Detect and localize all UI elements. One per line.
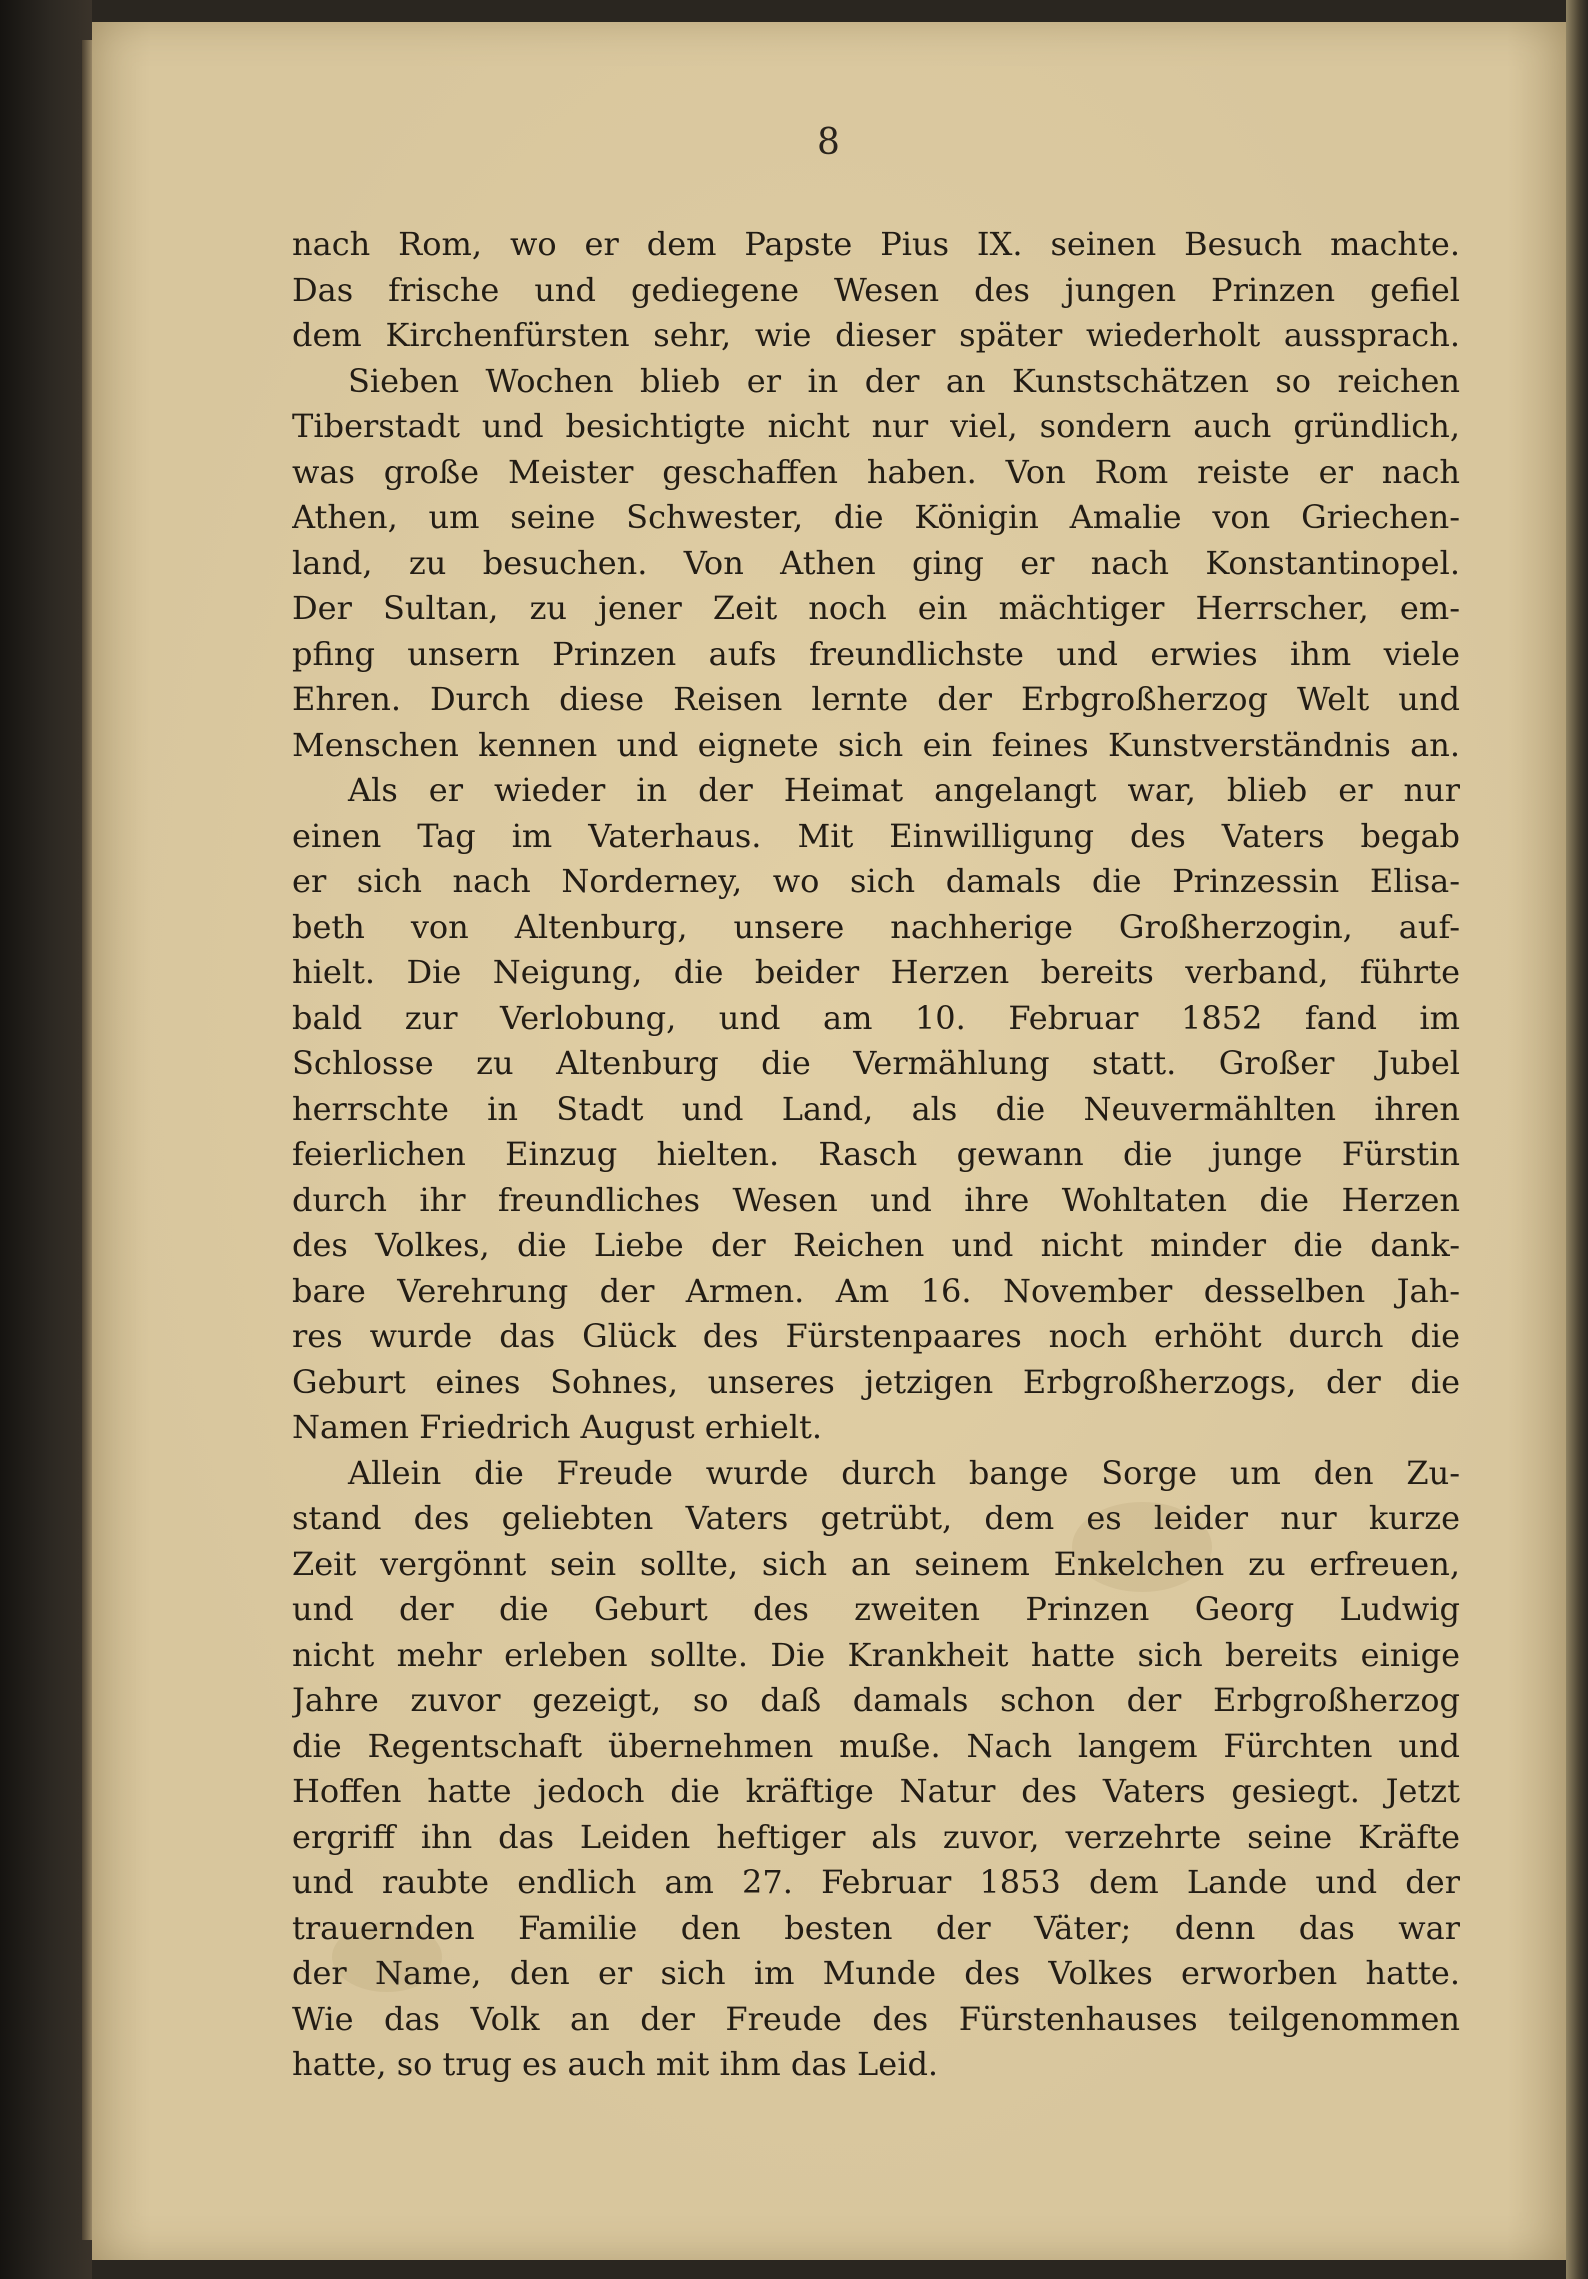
text-line: land, zu besuchen. Von Athen ging er nach Konstantinopel.	[292, 543, 1460, 582]
paragraph	[292, 1451, 1460, 2088]
text-line: die Regentschaft übernehmen muße. Nach langem Fürchten und	[292, 1726, 1460, 1765]
text-line: dem Kirchenfürsten sehr, wie dieser später wiederholt aussprach.	[292, 316, 1460, 354]
paragraph	[292, 359, 1460, 769]
text-line: bare Verehrung der Armen. Am 16. November desselben Jah-	[292, 1271, 1460, 1310]
text-line: Zeit vergönnt sein sollte, sich an seinem Enkelchen zu erfreuen,	[292, 1544, 1460, 1583]
text-line: er sich nach Norderney, wo sich damals die Prinzessin Elisa-	[292, 862, 1460, 900]
text-line: Ehren. Durch diese Reisen lernte der Erbgroßherzog Welt und	[292, 680, 1460, 718]
page-edge	[1566, 0, 1588, 2279]
text-line: der Name, den er sich im Munde des Volkes erworben hatte.	[292, 1954, 1460, 1992]
text-line: bald zur Verlobung, und am 10. Februar 1852 fand im	[292, 998, 1460, 1037]
text-line: Athen, um seine Schwester, die Königin Amalie von Griechen-	[292, 498, 1460, 536]
text-line: stand des geliebten Vaters getrübt, dem es leider nur kurze	[292, 1499, 1460, 1537]
text-line: durch ihr freundliches Wesen und ihre Wohltaten die Herzen	[292, 1180, 1460, 1219]
text-line: Hoffen hatte jedoch die kräftige Natur des Vaters gesiegt. Jetzt	[292, 1772, 1460, 1810]
text-line: Schlosse zu Altenburg die Vermählung statt. Großer Jubel	[292, 1044, 1460, 1082]
text-line: hielt. Die Neigung, die beider Herzen bereits verband, führte	[292, 953, 1460, 991]
text-line: feierlichen Einzug hielten. Rasch gewann die junge Fürstin	[292, 1135, 1460, 1173]
paragraph	[292, 222, 1460, 359]
paragraph	[292, 768, 1460, 1451]
text-line: res wurde das Glück des Fürstenpaares noch erhöht durch die	[292, 1317, 1460, 1355]
text-line: beth von Altenburg, unsere nachherige Großherzogin, auf-	[292, 907, 1460, 946]
text-line: des Volkes, die Liebe der Reichen und nicht minder die dank-	[292, 1226, 1460, 1264]
text-line: Tiberstadt und besichtigte nicht nur viel, sondern auch gründlich,	[292, 407, 1460, 445]
text-line: Der Sultan, zu jener Zeit noch ein mächtiger Herrscher, em-	[292, 589, 1460, 627]
text-line: Das frische und gediegene Wesen des jungen Prinzen gefiel	[292, 270, 1460, 309]
text-line: Sieben Wochen blieb er in der an Kunstschätzen so reichen	[348, 361, 1460, 400]
book-page	[92, 22, 1566, 2260]
text-line: und raubte endlich am 27. Februar 1853 dem Lande und der	[292, 1863, 1460, 1901]
text-line: herrschte in Stadt und Land, als die Neuvermählten ihren	[292, 1089, 1460, 1128]
book-spine	[0, 0, 92, 2279]
text-line: Wie das Volk an der Freude des Fürstenhauses teilgenommen	[292, 1999, 1460, 2038]
text-line: trauernden Familie den besten der Väter; denn das war	[292, 1908, 1460, 1947]
text-line: ergriff ihn das Leiden heftiger als zuvor, verzehrte seine Kräfte	[292, 1817, 1460, 1856]
text-line: einen Tag im Vaterhaus. Mit Einwilligung des Vaters begab	[292, 816, 1460, 855]
text-line: Als er wieder in der Heimat angelangt war, blieb er nur	[348, 771, 1460, 809]
text-line: Allein die Freude wurde durch bange Sorge um den Zu-	[348, 1453, 1460, 1492]
text-line: pfing unsern Prinzen aufs freundlichste und erwies ihm viele	[292, 634, 1460, 673]
text-line: Geburt eines Sohnes, unseres jetzigen Erbgroßherzogs, der die	[292, 1362, 1460, 1401]
body-text	[292, 222, 1460, 2088]
text-line: Menschen kennen und eignete sich ein feines Kunstverständnis an.	[292, 725, 1460, 764]
text-line: nach Rom, wo er dem Papste Pius IX. seinen Besuch machte.	[292, 225, 1460, 263]
text-line: nicht mehr erleben sollte. Die Krankheit hatte sich bereits einige	[292, 1635, 1460, 1674]
text-line: Namen Friedrich August erhielt.	[292, 1408, 823, 1446]
text-line: was große Meister geschaffen haben. Von Rom reiste er nach	[292, 452, 1460, 491]
text-line: hatte, so trug es auch mit ihm das Leid.	[292, 2045, 939, 2083]
page-number: 8	[817, 122, 841, 163]
text-line: Jahre zuvor gezeigt, so daß damals schon der Erbgroßherzog	[292, 1681, 1460, 1719]
text-line: und der die Geburt des zweiten Prinzen Georg Ludwig	[292, 1590, 1460, 1628]
